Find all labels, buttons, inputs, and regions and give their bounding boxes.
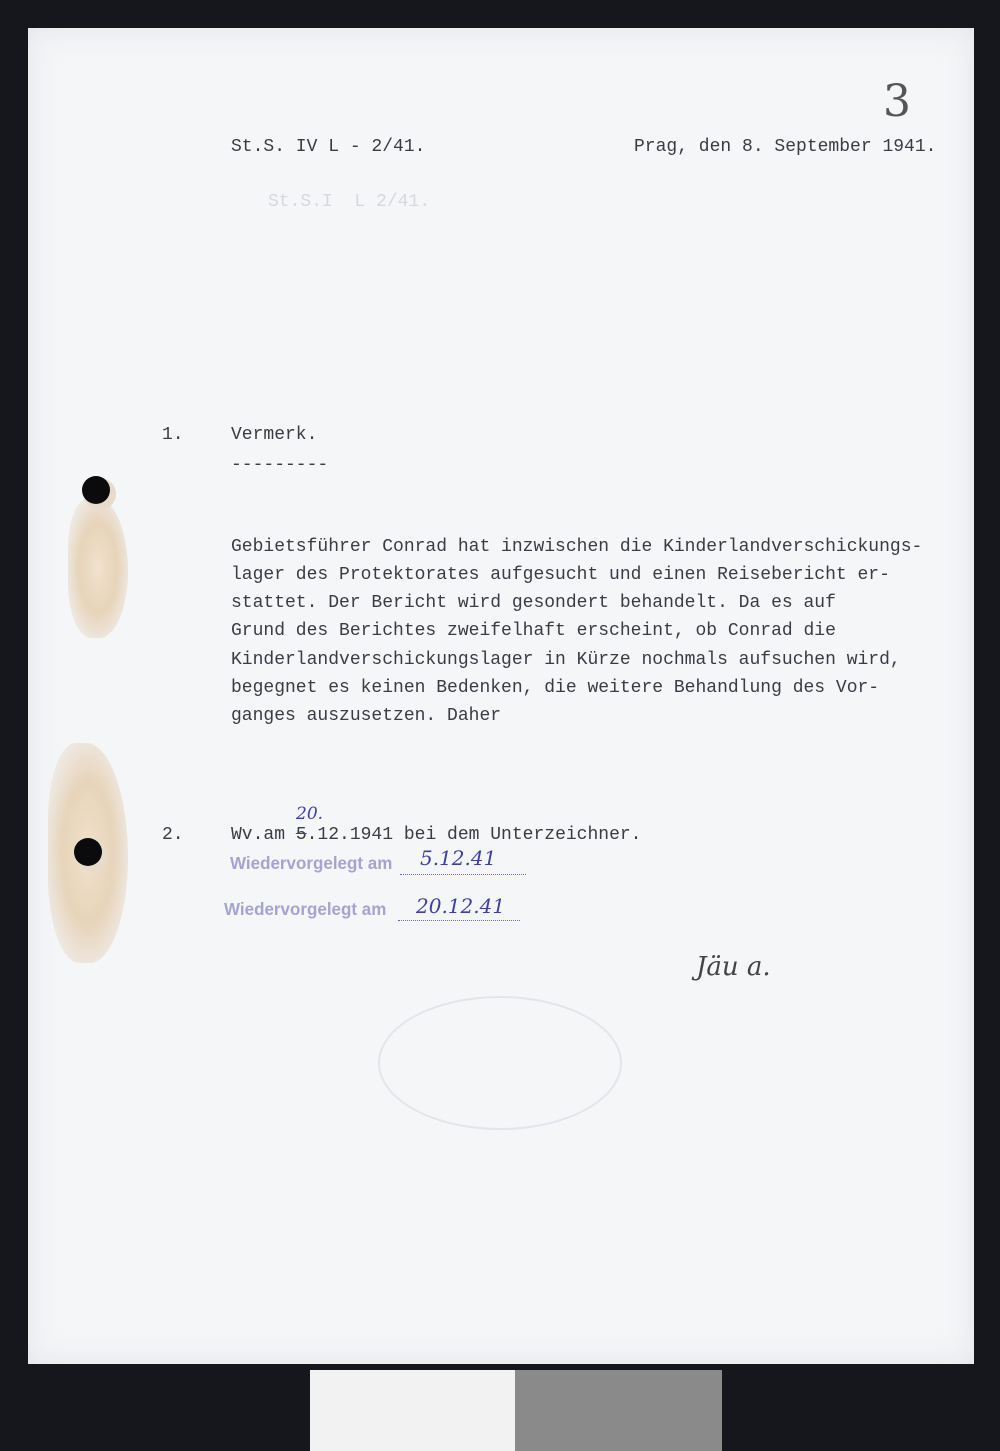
body-line: Gebietsführer Conrad hat inzwischen die Kinderlandverschickungs- [231,537,923,557]
stamp-1-handwritten-date: 5.12.41 [420,846,497,870]
body-line: Kinderlandverschickungslager in Kürze nochmals aufsuchen wird, [231,650,901,670]
item-2-number: 2. [162,825,184,845]
reference-number: St.S. IV L - 2/41. [231,137,426,157]
item-1-title: Vermerk. [231,425,318,445]
item-1-number: 1. [162,425,184,445]
signature: Jäu a. [696,952,771,982]
body-line: Grund des Berichtes zweifelhaft erscheint, ob Conrad die [231,621,836,641]
body-line: ganges auszusetzen. Daher [231,706,502,726]
punch-hole-lower [74,838,102,866]
body-line: stattet. Der Bericht wird gesondert behandelt. Da es auf [231,593,836,613]
item-2-line [231,826,641,844]
ghost-stamp-circle [378,996,622,1130]
punch-hole-upper [82,476,110,504]
calibration-strip-gray [515,1370,722,1451]
show-through-text: St.S.I L 2/41. [268,192,431,212]
stamp-2-handwritten-date: 20.12.41 [416,894,506,918]
page-number: 3 [883,76,911,127]
stamp-2-dotted-line [398,920,520,921]
resubmission-stamp-2: Wiedervorgelegt am [224,899,387,920]
body-line: lager des Protektorates aufgesucht und einen Reisebericht er- [231,565,890,585]
document-page [28,28,974,1364]
handwritten-correction: 20. [296,804,324,824]
item-1-title-underline: --------- [231,455,329,475]
resubmission-stamp-1: Wiedervorgelegt am [230,853,393,874]
item-2-suffix: .12.1941 bei dem Unterzeichner. [306,825,642,845]
calibration-strip-white [310,1370,515,1451]
stamp-1-dotted-line [400,874,526,875]
place-date: Prag, den 8. September 1941. [634,137,937,157]
body-line: begegnet es keinen Bedenken, die weitere Behandlung des Vor- [231,678,880,698]
item-2-prefix: Wv.am [231,825,296,845]
item-2-struck-date: 5 [295,825,307,845]
stain-upper [68,498,128,638]
